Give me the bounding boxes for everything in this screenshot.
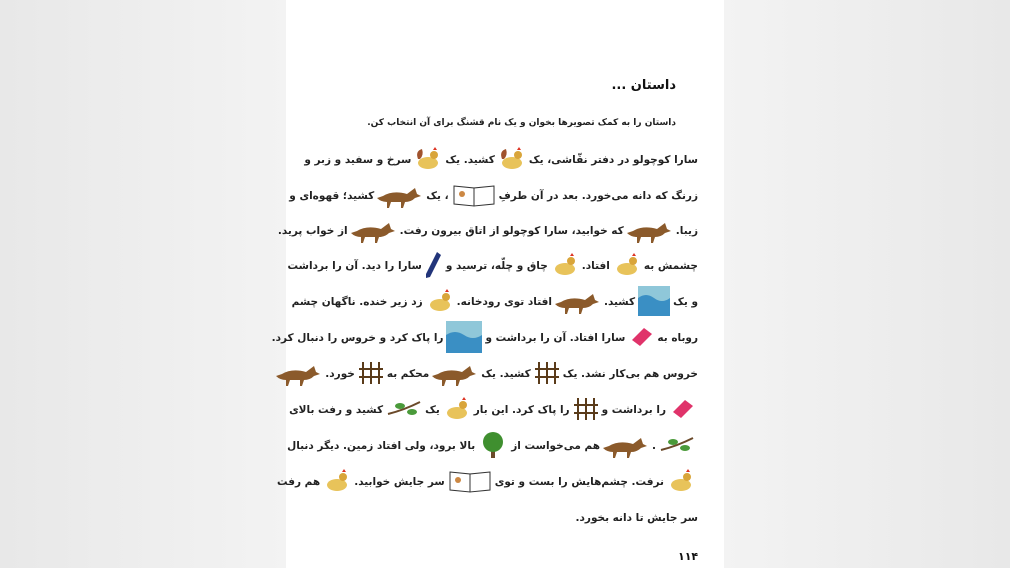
- story-text: روباه به: [657, 332, 698, 344]
- story-text: کشید.: [603, 296, 636, 308]
- eraser-icon: [669, 398, 695, 423]
- branch-icon: [659, 434, 695, 459]
- story-line-4: [287, 251, 698, 281]
- story-text: افتاد توی رودخانه.: [456, 296, 552, 308]
- story-line-7: [312, 359, 698, 389]
- story-text: و یک: [673, 296, 698, 308]
- fox-icon: [432, 360, 478, 389]
- notebook-icon: [452, 182, 496, 211]
- story-text: سارا افتاد. آن را برداشت و: [485, 332, 626, 344]
- story-line-5: [291, 287, 698, 317]
- story-text: زیبا.: [675, 225, 698, 237]
- fence-icon: [358, 360, 384, 389]
- story-text: ، یک: [426, 190, 449, 202]
- page-number: ۱۱۴: [678, 550, 699, 563]
- fox-icon: [351, 217, 397, 246]
- rooster-icon: [443, 395, 471, 426]
- river-icon: [638, 286, 670, 319]
- fox-icon: [377, 182, 423, 211]
- fox-icon: [603, 432, 649, 461]
- story-text: چشمش به: [643, 260, 698, 272]
- story-text: از خواب پرید.: [277, 225, 348, 237]
- rooster-icon: [551, 251, 579, 282]
- story-line-11: [312, 503, 698, 533]
- story-text: سرخ و سفید و زبر و: [304, 154, 412, 166]
- story-text: کشید. یک: [445, 154, 495, 166]
- rooster-icon: [667, 467, 695, 498]
- instruction-text: داستان را به کمک تصویرها بخوان و یک نام قشنگ برای آن انتخاب کن.: [367, 118, 676, 128]
- story-text: که خوابید، سارا کوچولو از اتاق بیرون رفت.: [399, 225, 624, 237]
- fox-icon: [276, 360, 322, 389]
- story-line-6: [271, 323, 698, 353]
- story-line-10: [276, 467, 698, 497]
- rooster-icon: [498, 145, 526, 176]
- story-text: بالا برود، ولی افتاد زمین. دیگر دنبال: [287, 440, 476, 452]
- fox-icon: [627, 217, 673, 246]
- story-text: خروس هم بی‌کار نشد. یک: [562, 368, 698, 380]
- fence-icon: [573, 396, 599, 425]
- tree-icon: [478, 430, 508, 463]
- story-text: کشید و رفت بالای: [289, 404, 384, 416]
- story-text: را پاک کرد و خروس را دنبال کرد.: [271, 332, 444, 344]
- story-text: زرنگ که دانه می‌خورد. بعد در آن طرفِ: [498, 190, 698, 202]
- story-text: سارا کوچولو در دفتر نقّاشی، یک: [528, 154, 698, 166]
- fence-icon: [534, 360, 560, 389]
- story-line-9: [287, 431, 698, 461]
- story-text: هم می‌خواست از: [511, 440, 600, 452]
- story-text: را پاک کرد. این بار: [473, 404, 570, 416]
- story-text: .: [652, 440, 656, 452]
- background-right: [724, 0, 1010, 568]
- story-text: هم رفت: [276, 476, 321, 488]
- rooster-icon: [426, 287, 454, 318]
- rooster-icon: [414, 145, 442, 176]
- eraser-icon: [628, 326, 654, 351]
- story-text: چاق و چلّه، ترسید و: [445, 260, 548, 272]
- book-page: [271, 0, 724, 568]
- story-text: نرفت. چشم‌هایش را بست و توی: [494, 476, 664, 488]
- story-text: یک: [425, 404, 440, 416]
- story-text: سارا را دید. آن را برداشت: [287, 260, 422, 272]
- story-text: زد زیر خنده. ناگهان چشم: [291, 296, 423, 308]
- story-text: خورد.: [325, 368, 355, 380]
- river-icon: [446, 321, 482, 356]
- story-line-8: [289, 395, 698, 425]
- page-title: داستان ...: [611, 78, 676, 93]
- story-line-1: [304, 145, 698, 175]
- story-line-3: [277, 216, 698, 246]
- fox-icon: [555, 288, 601, 317]
- story-text: سر جایش تا دانه بخورد.: [575, 512, 698, 524]
- story-text: سر جایش خوابید.: [354, 476, 445, 488]
- story-text: را برداشت و: [601, 404, 666, 416]
- notebook-icon: [448, 468, 492, 497]
- story-text: محکم به: [386, 368, 430, 380]
- background-left: [0, 0, 286, 568]
- rooster-icon: [323, 467, 351, 498]
- branch-icon: [386, 398, 422, 423]
- rooster-icon: [613, 251, 641, 282]
- story-text: افتاد.: [581, 260, 610, 272]
- pencil-icon: [425, 250, 443, 283]
- story-text: کشید. یک: [481, 368, 531, 380]
- story-line-2: [289, 181, 698, 211]
- story-text: کشید؛ قهوه‌ای و: [289, 190, 375, 202]
